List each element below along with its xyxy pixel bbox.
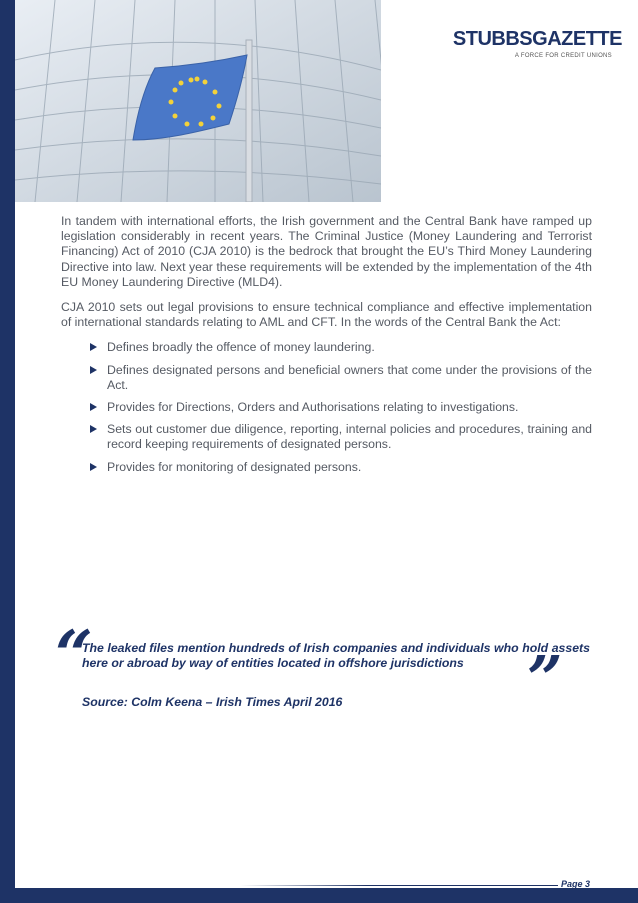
logo-wordmark: [453, 28, 622, 51]
body-paragraph-2: CJA 2010 sets out legal provisions to ensure technical compliance and effective implementation of international standards relating to AML and CFT. In the words of the Central Bank the Act:: [61, 300, 592, 330]
close-quote-icon: ”: [527, 642, 563, 715]
list-item: [90, 422, 592, 452]
list-item-text: Sets out customer due diligence, reporting, internal policies and procedures, training and record keeping requirements of designated persons.: [107, 422, 592, 452]
arrow-bullet-icon: [90, 403, 97, 411]
logo-name-part1: STUBBS: [452, 28, 533, 50]
list-item-text: Defines broadly the offence of money laundering.: [107, 340, 375, 355]
list-item: [90, 340, 592, 355]
footer-divider: [240, 885, 558, 886]
arrow-bullet-icon: [90, 343, 97, 351]
article-body: [61, 214, 592, 482]
eu-flag-illustration: [15, 0, 381, 202]
logo-name-part2: GAZETTE: [532, 28, 622, 50]
quote-source: Source: Colm Keena – Irish Times April 2016: [82, 695, 343, 709]
page-number: Page 3: [561, 879, 591, 889]
arrow-bullet-icon: [90, 425, 97, 433]
left-accent-bar: [0, 0, 15, 903]
list-item-text: Provides for Directions, Orders and Authorisations relating to investigations.: [107, 400, 519, 415]
open-quote-icon: “: [55, 616, 93, 694]
stubbs-gazette-logo: [452, 28, 626, 68]
pull-quote: The leaked files mention hundreds of Irish companies and individuals who hold assets here or abroad by way of entities located in offshore jurisdictions: [82, 641, 590, 671]
list-item-text: Defines designated persons and beneficial owners that come under the provisions of the Act.: [107, 362, 592, 392]
logo-tagline: A FORCE FOR CREDIT UNIONS: [514, 53, 612, 59]
list-item-text: Provides for monitoring of designated persons.: [107, 459, 362, 474]
body-paragraph-1: In tandem with international efforts, the Irish government and the Central Bank have ramped up legislation considerably in recent years. The Criminal Justice (Money Laundering and Terrorist Financing) Act of 2010 (CJA 2010) is the bedrock that brought the EU’s Third Money Laundering Directive into law. Next year these requirements will be extended by the implementation of the 4th EU Money Laundering Directive (MLD4).: [61, 214, 592, 289]
list-item: [90, 363, 592, 393]
act-provisions-list: [61, 340, 592, 474]
list-item: [90, 460, 592, 475]
eu-flag-photo: [15, 0, 381, 202]
bottom-accent-bar: [0, 888, 638, 903]
arrow-bullet-icon: [90, 463, 97, 471]
arrow-bullet-icon: [90, 366, 97, 374]
list-item: [90, 400, 592, 415]
